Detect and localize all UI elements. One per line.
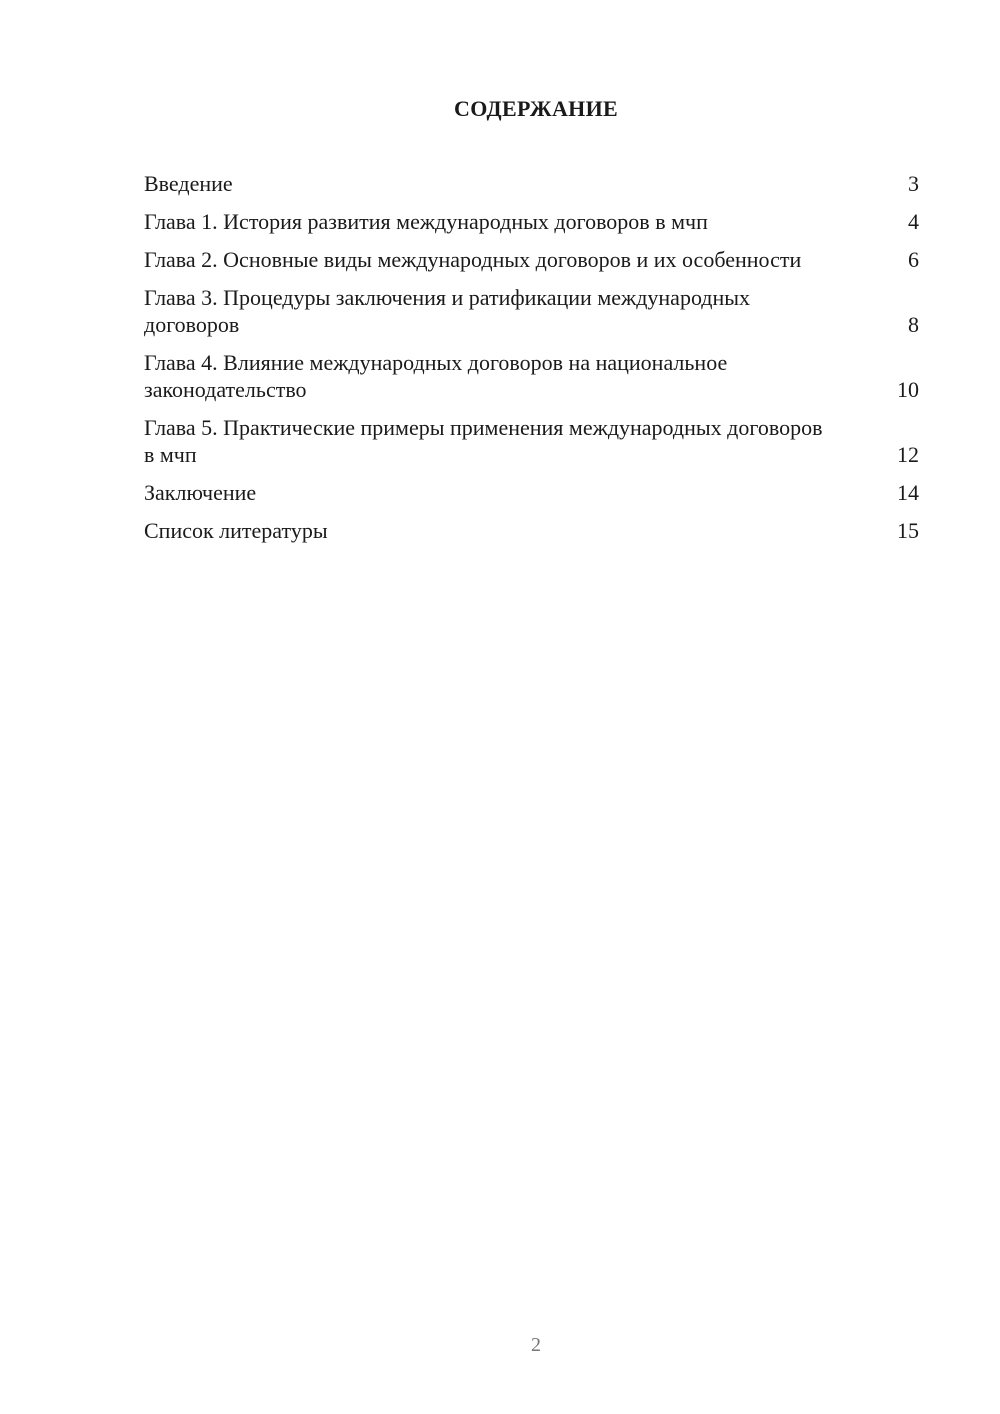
toc-entry-title: Глава 2. Основные виды международных договоров и их особенности bbox=[144, 247, 802, 272]
toc-entry-bibliography[interactable] bbox=[144, 517, 919, 544]
toc-entry-title: Список литературы bbox=[144, 518, 328, 543]
toc-entry-page: 8 bbox=[908, 312, 919, 337]
table-of-contents bbox=[144, 170, 919, 555]
toc-entry-page: 4 bbox=[908, 209, 919, 234]
page-number: 2 bbox=[531, 1334, 541, 1356]
toc-entry-page: 15 bbox=[897, 518, 919, 543]
toc-entry-title: Глава 1. История развития международных договоров в мчп bbox=[144, 209, 708, 234]
toc-entry-title: Глава 3. Процедуры заключения и ратификации международных договоров bbox=[144, 285, 751, 337]
toc-entry-title: Глава 4. Влияние международных договоров на национальное законодательство bbox=[144, 350, 728, 402]
toc-entry-title: Введение bbox=[144, 171, 233, 196]
toc-entry-introduction[interactable] bbox=[144, 170, 919, 197]
toc-entry-title: Заключение bbox=[144, 480, 257, 505]
toc-entry-page: 14 bbox=[897, 480, 919, 505]
toc-entry-chapter-5[interactable] bbox=[144, 414, 919, 468]
toc-entry-page: 3 bbox=[908, 171, 919, 196]
page-title: СОДЕРЖАНИЕ bbox=[454, 96, 618, 121]
toc-entry-chapter-4[interactable] bbox=[144, 349, 919, 403]
toc-entry-title: Глава 5. Практические примеры применения международных договоров в мчп bbox=[144, 415, 823, 467]
toc-entry-chapter-2[interactable] bbox=[144, 246, 919, 273]
toc-entry-chapter-3[interactable] bbox=[144, 284, 919, 338]
toc-entry-page: 10 bbox=[897, 377, 919, 402]
toc-entry-chapter-1[interactable] bbox=[144, 208, 919, 235]
toc-entry-page: 12 bbox=[897, 442, 919, 467]
toc-entry-conclusion[interactable] bbox=[144, 479, 919, 506]
toc-entry-page: 6 bbox=[908, 247, 919, 272]
